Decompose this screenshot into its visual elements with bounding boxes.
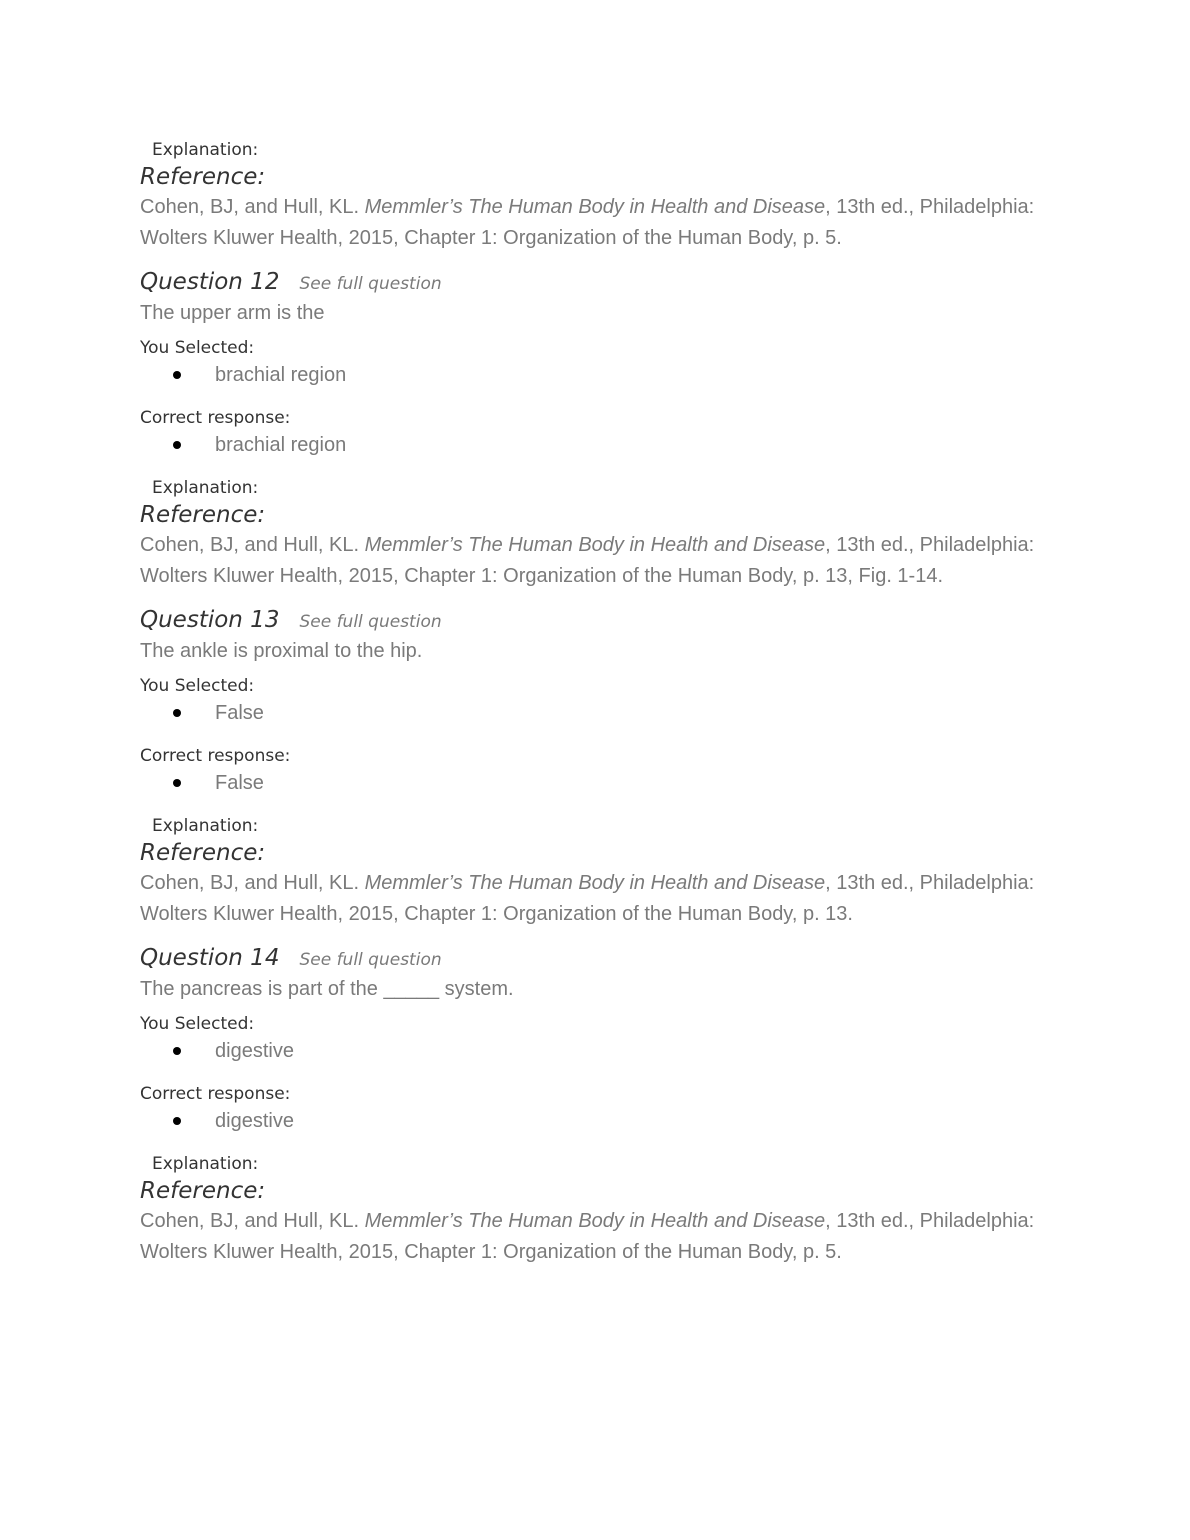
bullet-icon bbox=[173, 371, 181, 379]
explanation-label: Explanation: bbox=[152, 816, 259, 836]
explanation-label: Explanation: bbox=[152, 140, 259, 160]
correct-answer bbox=[140, 1106, 1040, 1136]
reference-heading: Reference: bbox=[140, 1178, 266, 1204]
you-selected-label: You Selected: bbox=[140, 1014, 255, 1034]
bullet-icon bbox=[173, 779, 181, 787]
question-block bbox=[140, 604, 1040, 929]
question-prompt: The upper arm is the bbox=[140, 302, 325, 324]
selected-answer bbox=[140, 698, 1040, 728]
selected-answer bbox=[140, 1036, 1040, 1066]
correct-response-label: Correct response: bbox=[140, 746, 291, 766]
correct-answer bbox=[140, 430, 1040, 460]
reference-citation bbox=[140, 530, 1040, 591]
correct-answer-text: digestive bbox=[215, 1110, 294, 1132]
reference-heading: Reference: bbox=[140, 164, 266, 190]
question-block bbox=[140, 942, 1040, 1267]
reference-citation bbox=[140, 868, 1040, 929]
you-selected-label: You Selected: bbox=[140, 676, 255, 696]
reference-details: , 13th ed., Philadelphia: Wolters Kluwer Health, 2015, Chapter 1: Organization of the Human Body, p. 5. bbox=[140, 196, 1035, 249]
correct-answer-text: False bbox=[215, 772, 264, 794]
explanation-label: Explanation: bbox=[152, 478, 259, 498]
correct-answer-text: brachial region bbox=[215, 434, 347, 456]
reference-details: , 13th ed., Philadelphia: Wolters Kluwer Health, 2015, Chapter 1: Organization of the Human Body, p. 13. bbox=[140, 872, 1035, 925]
explanation-label: Explanation: bbox=[152, 1154, 259, 1174]
bullet-icon bbox=[173, 441, 181, 449]
reference-authors: Cohen, BJ, and Hull, KL. bbox=[140, 1210, 360, 1232]
reference-book-title: Memmler’s The Human Body in Health and Disease bbox=[364, 1210, 826, 1232]
correct-response-label: Correct response: bbox=[140, 1084, 291, 1104]
selected-answer-text: digestive bbox=[215, 1040, 294, 1062]
reference-heading: Reference: bbox=[140, 840, 266, 866]
bullet-icon bbox=[173, 709, 181, 717]
explanation-block bbox=[140, 138, 1040, 253]
question-title: Question 12 bbox=[140, 269, 280, 295]
quiz-review-page bbox=[140, 138, 1040, 1280]
selected-answer-text: False bbox=[215, 702, 264, 724]
question-prompt: The ankle is proximal to the hip. bbox=[140, 640, 423, 662]
question-block bbox=[140, 266, 1040, 591]
correct-response-label: Correct response: bbox=[140, 408, 291, 428]
question-header bbox=[140, 942, 1040, 974]
see-full-question-link[interactable]: See full question bbox=[299, 950, 442, 970]
you-selected-label: You Selected: bbox=[140, 338, 255, 358]
reference-citation bbox=[140, 192, 1040, 253]
bullet-icon bbox=[173, 1117, 181, 1125]
reference-heading: Reference: bbox=[140, 502, 266, 528]
reference-authors: Cohen, BJ, and Hull, KL. bbox=[140, 872, 360, 894]
question-prompt: The pancreas is part of the _____ system. bbox=[140, 978, 514, 1000]
question-title: Question 13 bbox=[140, 607, 280, 633]
correct-answer bbox=[140, 768, 1040, 798]
see-full-question-link[interactable]: See full question bbox=[299, 274, 442, 294]
selected-answer-text: brachial region bbox=[215, 364, 347, 386]
selected-answer bbox=[140, 360, 1040, 390]
reference-book-title: Memmler’s The Human Body in Health and Disease bbox=[364, 872, 826, 894]
reference-citation bbox=[140, 1206, 1040, 1267]
reference-book-title: Memmler’s The Human Body in Health and Disease bbox=[364, 196, 826, 218]
question-title: Question 14 bbox=[140, 945, 280, 971]
bullet-icon bbox=[173, 1047, 181, 1055]
question-header bbox=[140, 266, 1040, 298]
question-header bbox=[140, 604, 1040, 636]
reference-book-title: Memmler’s The Human Body in Health and Disease bbox=[364, 534, 826, 556]
reference-details: , 13th ed., Philadelphia: Wolters Kluwer Health, 2015, Chapter 1: Organization of the Human Body, p. 13, Fig. 1-14. bbox=[140, 534, 1035, 587]
reference-authors: Cohen, BJ, and Hull, KL. bbox=[140, 196, 360, 218]
reference-details: , 13th ed., Philadelphia: Wolters Kluwer Health, 2015, Chapter 1: Organization of the Human Body, p. 5. bbox=[140, 1210, 1035, 1263]
see-full-question-link[interactable]: See full question bbox=[299, 612, 442, 632]
reference-authors: Cohen, BJ, and Hull, KL. bbox=[140, 534, 360, 556]
